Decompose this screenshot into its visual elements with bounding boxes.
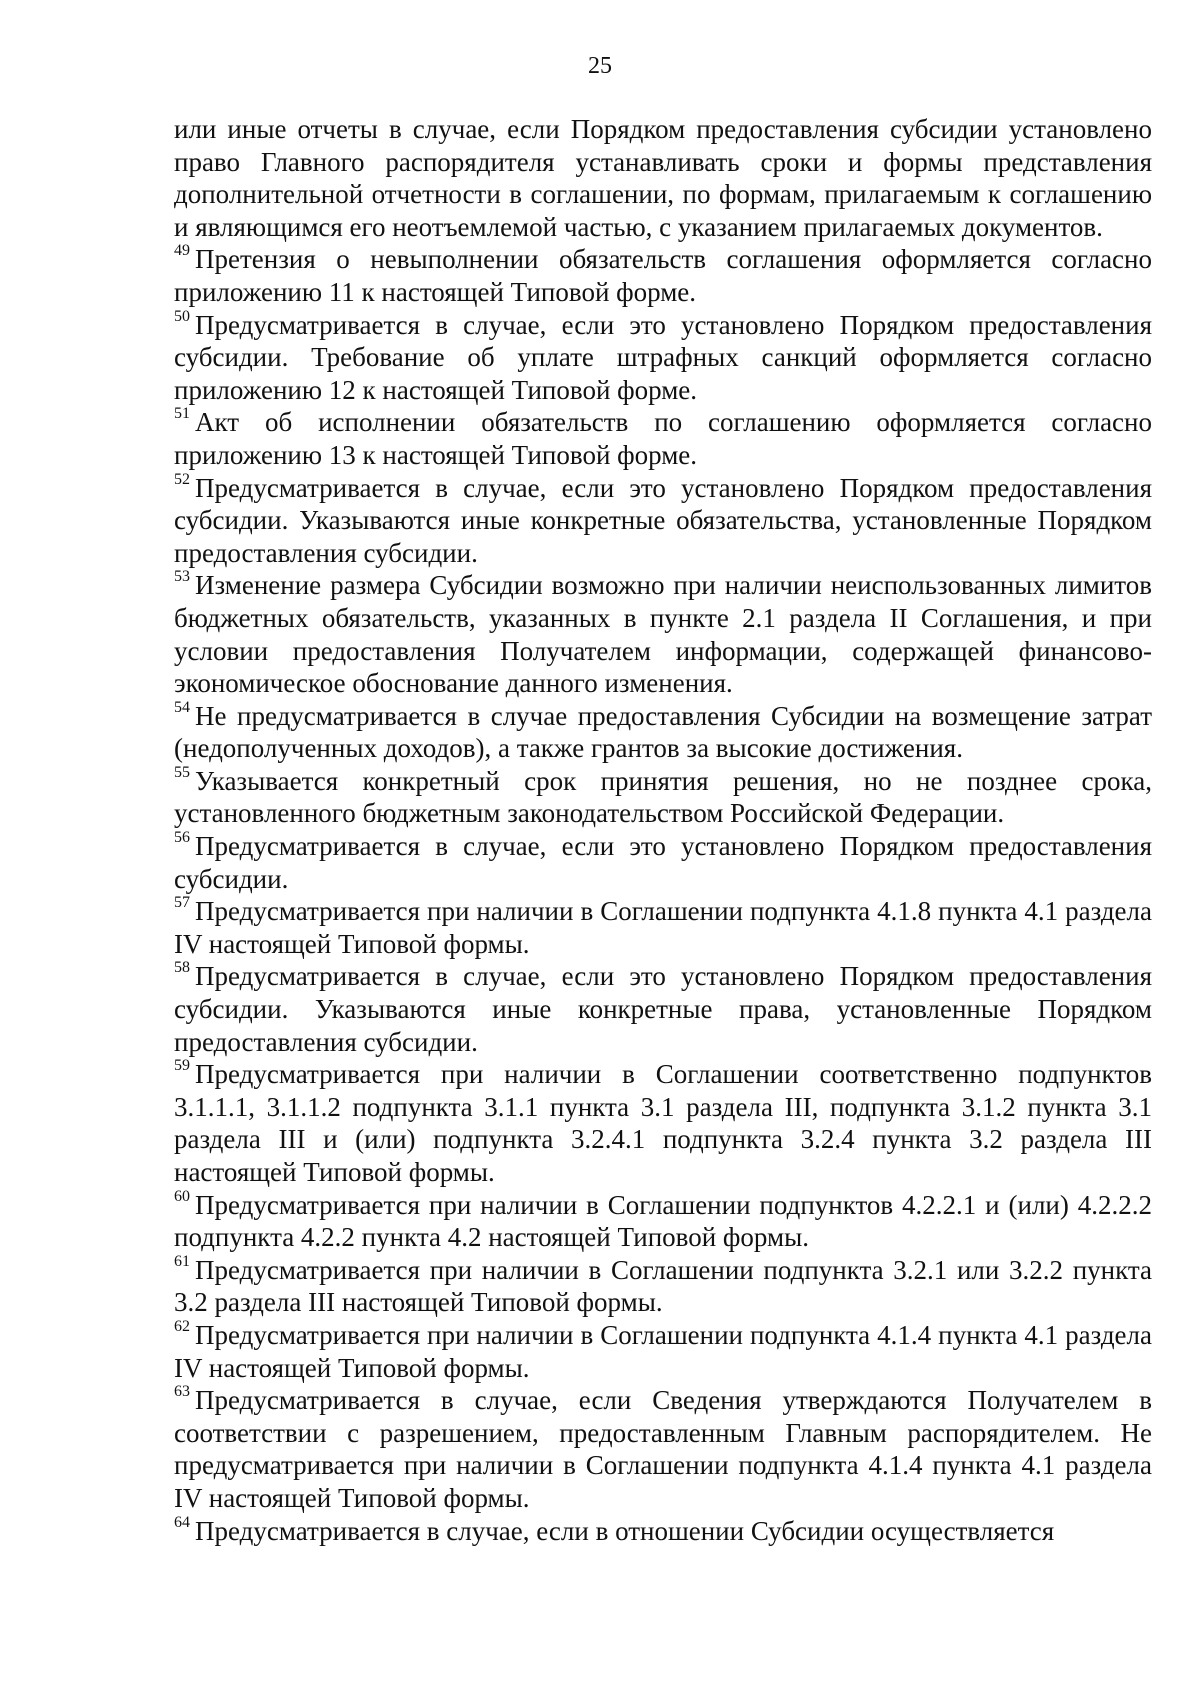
footnote-number: 56 — [174, 829, 190, 847]
footnote-64 — [174, 1515, 1152, 1548]
footnote-text: Предусматривается в случае, если это установлено Порядком предоставления субсидии. Указываются иные конкретные обязательства, установленные Порядком предоставления субсидии. — [174, 472, 1152, 568]
footnote-text: Предусматривается при наличии в Соглашении соответственно подпунктов 3.1.1.1, 3.1.1.2 подпункта 3.1.1 пункта 3.1 раздела III, подпункта 3.1.2 пункта 3.1 раздела III и (или) подпункта 3.2.4.1 подпункта 3.2.4 пункта 3.2 раздела III настоящей Типовой формы. — [174, 1059, 1152, 1187]
footnote-text: Указывается конкретный срок принятия решения, но не позднее срока, установленного бюджетным законодательством Российской Федерации. — [174, 765, 1152, 829]
footnote-54 — [174, 700, 1152, 765]
footnote-57 — [174, 895, 1152, 960]
footnote-number: 51 — [174, 405, 190, 423]
footnote-text: Предусматривается в случае, если Сведения утверждаются Получателем в соответствии с разрешением, предоставленным Главным распорядителем. Не предусматривается при наличии в Соглашении подпункта 4.1.4 пункта 4.1 раздела IV настоящей Типовой формы. — [174, 1385, 1152, 1513]
footnote-text: Предусматривается в случае, если это установлено Порядком предоставления субсидии. Указываются иные конкретные права, установленные Порядком предоставления субсидии. — [174, 961, 1152, 1057]
footnote-number: 57 — [174, 894, 190, 912]
footnote-59 — [174, 1058, 1152, 1188]
footnote-63 — [174, 1384, 1152, 1514]
footnote-text: Предусматривается в случае, если это установлено Порядком предоставления субсидии. — [174, 831, 1152, 894]
footnote-text: Изменение размера Субсидии возможно при наличии неиспользованных лимитов бюджетных обязательств, указанных в пункте 2.1 раздела II Соглашения, и при условии предоставления Получателем информации, содержащей финансово-экономическое обоснование данного изменения. — [174, 570, 1152, 699]
intro-paragraph: или иные отчеты в случае, если Порядком предоставления субсидии установлено право Главного распорядителя устанавливать сроки и формы представления дополнительной отчетности в соглашении, по формам, прилагаемым к соглашению и являющимся его неотъемлемой частью, с указанием прилагаемых документов. — [174, 114, 1152, 242]
document-body — [174, 113, 1152, 1547]
footnote-55 — [174, 765, 1152, 830]
footnote-text: Предусматривается при наличии в Соглашении подпункта 4.1.8 пункта 4.1 раздела IV настоящей Типовой формы. — [174, 896, 1152, 959]
footnote-number: 59 — [174, 1057, 190, 1075]
footnote-text: Предусматривается в случае, если в отношении Субсидии осуществляется — [195, 1515, 1055, 1546]
footnote-text: Предусматривается при наличии в Соглашении подпункта 4.1.4 пункта 4.1 раздела IV настоящей Типовой формы. — [174, 1319, 1152, 1383]
footnote-60 — [174, 1189, 1152, 1254]
footnote-number: 64 — [174, 1513, 190, 1531]
footnote-51 — [174, 406, 1152, 471]
footnote-53 — [174, 569, 1152, 699]
footnote-62 — [174, 1319, 1152, 1384]
footnote-number: 55 — [174, 763, 190, 781]
footnote-number: 49 — [174, 242, 190, 260]
footnote-61 — [174, 1254, 1152, 1319]
footnote-text: Предусматривается при наличии в Соглашении подпункта 3.2.1 или 3.2.2 пункта 3.2 раздела III настоящей Типовой формы. — [174, 1254, 1152, 1318]
footnote-52 — [174, 472, 1152, 570]
footnote-number: 61 — [174, 1252, 190, 1270]
page-number: 25 — [588, 53, 612, 79]
footnotes-list — [174, 243, 1152, 1547]
footnote-58 — [174, 960, 1152, 1058]
footnote-50 — [174, 309, 1152, 407]
footnote-number: 52 — [174, 470, 190, 488]
footnote-number: 50 — [174, 307, 190, 325]
footnote-number: 60 — [174, 1187, 190, 1205]
footnote-text: Предусматривается в случае, если это установлено Порядком предоставления субсидии. Требование об уплате штрафных санкций оформляется согласно приложению 12 к настоящей Типовой форме. — [174, 309, 1152, 405]
footnote-number: 63 — [174, 1383, 190, 1401]
footnote-text: Акт об исполнении обязательств по соглашению оформляется согласно приложению 13 к настоящей Типовой форме. — [174, 407, 1152, 470]
footnote-number: 53 — [174, 568, 190, 586]
footnote-text: Не предусматривается в случае предоставления Субсидии на возмещение затрат (недополученных доходов), а также грантов за высокие достижения. — [174, 700, 1152, 764]
footnote-number: 54 — [174, 698, 190, 716]
footnote-number: 58 — [174, 959, 190, 977]
footnote-text: Претензия о невыполнении обязательств соглашения оформляется согласно приложению 11 к настоящей Типовой форме. — [174, 244, 1152, 307]
footnote-number: 62 — [174, 1317, 190, 1335]
footnote-text: Предусматривается при наличии в Соглашении подпунктов 4.2.2.1 и (или) 4.2.2.2 подпункта 4.2.2 пункта 4.2 настоящей Типовой формы. — [174, 1189, 1152, 1253]
footnote-56 — [174, 830, 1152, 895]
footnote-49 — [174, 243, 1152, 308]
